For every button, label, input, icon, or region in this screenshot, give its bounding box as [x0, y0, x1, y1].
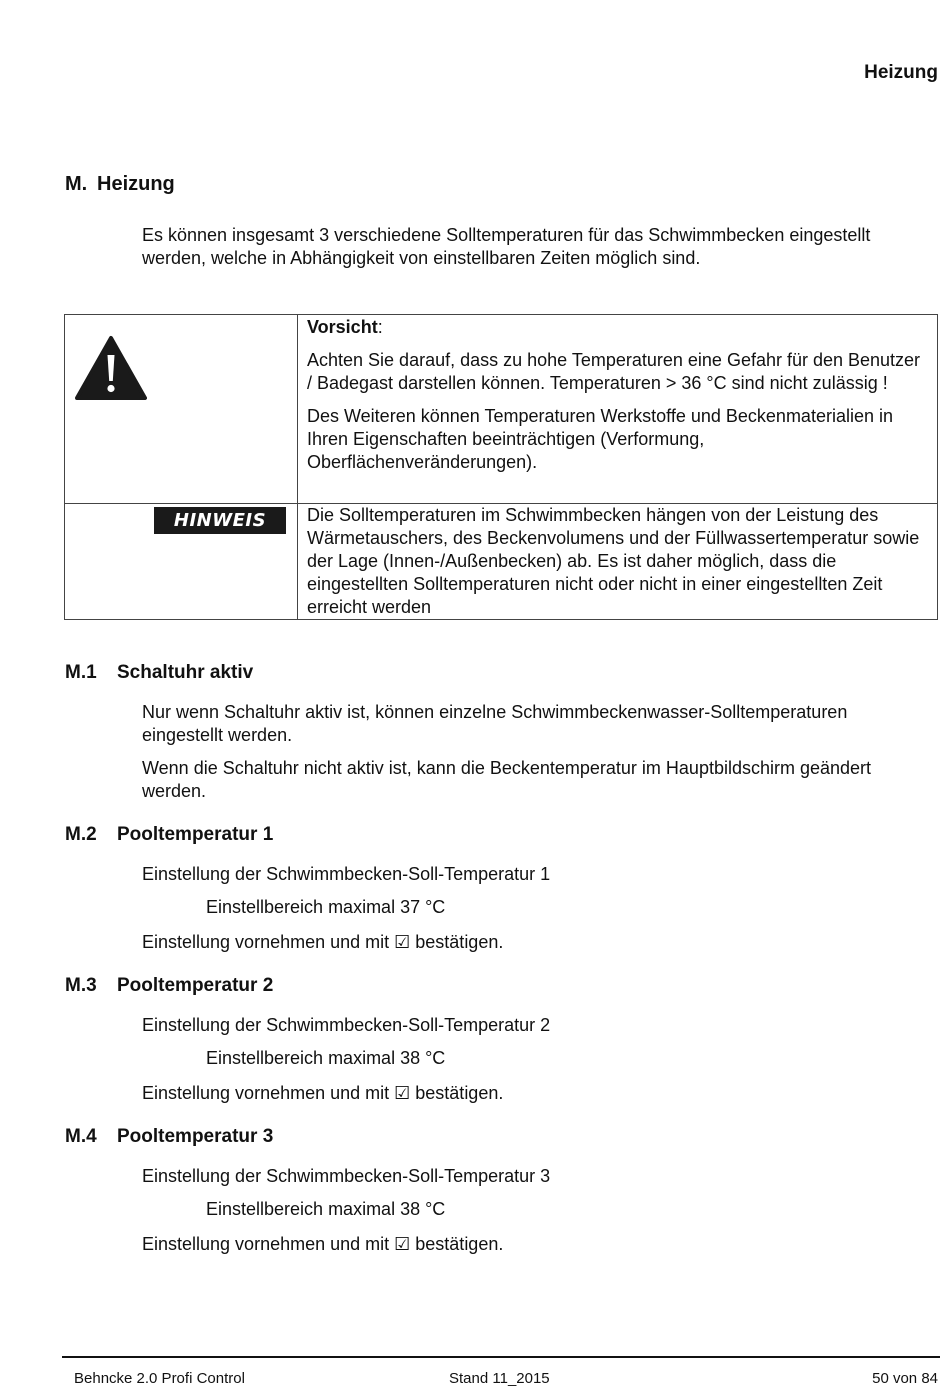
caution-icon-cell — [65, 315, 298, 504]
footer-page-number: 50 von 84 — [872, 1370, 938, 1387]
section-title: Heizung — [97, 173, 175, 195]
m2-confirm-line: Einstellung vornehmen und mit ☑ bestätigen. — [142, 932, 504, 952]
subsection-m1-body — [142, 701, 932, 803]
caution-row — [65, 315, 938, 504]
subsection-m4-heading — [65, 1126, 273, 1148]
subsection-number: M.2 — [65, 824, 97, 845]
m3-confirm-line: Einstellung vornehmen und mit ☑ bestätigen. — [142, 1083, 504, 1103]
section-heading — [65, 173, 175, 196]
subsection-title: Pooltemperatur 1 — [117, 824, 274, 845]
subsection-number: M.4 — [65, 1126, 97, 1147]
hint-text-cell — [298, 504, 938, 620]
caution-paragraph-2: Des Weiteren können Temperaturen Werkstoffe und Beckenmaterialien in Ihren Eigenschaften beeinträchtigen (Verformung, Oberflächenveränderungen). — [307, 406, 893, 472]
subsection-m3-heading — [65, 975, 273, 997]
footer-version: Stand 11_2015 — [449, 1370, 550, 1387]
m2-range-line: Einstellbereich maximal 37 °C — [206, 897, 446, 917]
hint-paragraph: Die Solltemperaturen im Schwimmbecken hängen von der Leistung des Wärmetauschers, des Beckenvolumens und der Füllwassertemperatur sowie der Lage (Innen-/Außenbecken) ab. Es ist daher möglich, dass die eingestellten Solltemperaturen nicht oder nicht in einer eingestellten Zeit erreicht werden — [307, 505, 920, 617]
hint-row — [65, 504, 938, 620]
m2-setting-line: Einstellung der Schwimmbecken-Soll-Temperatur 1 — [142, 864, 551, 884]
section-number: M. — [65, 173, 88, 195]
subsection-title: Pooltemperatur 3 — [117, 1126, 274, 1147]
m4-range-line: Einstellbereich maximal 38 °C — [206, 1199, 446, 1219]
footer-product: Behncke 2.0 Profi Control — [74, 1370, 245, 1387]
subsection-number: M.1 — [65, 662, 97, 683]
subsection-m1-heading — [65, 662, 253, 684]
m3-range-line: Einstellbereich maximal 38 °C — [206, 1048, 446, 1068]
caution-heading-colon: : — [377, 317, 383, 337]
notice-table — [64, 314, 938, 620]
m4-confirm-line: Einstellung vornehmen und mit ☑ bestätigen. — [142, 1234, 504, 1254]
m1-paragraph-1: Nur wenn Schaltuhr aktiv ist, können einzelne Schwimmbeckenwasser-Solltemperaturen eingestellt werden. — [142, 702, 848, 745]
m3-setting-line: Einstellung der Schwimmbecken-Soll-Temperatur 2 — [142, 1015, 551, 1035]
hint-label-cell — [65, 504, 298, 620]
caution-heading: Vorsicht — [307, 317, 378, 337]
footer-divider — [62, 1356, 940, 1358]
subsection-title: Schaltuhr aktiv — [117, 662, 254, 683]
caution-text-cell — [298, 315, 938, 504]
warning-triangle-icon — [75, 335, 147, 401]
subsection-number: M.3 — [65, 975, 97, 996]
m4-setting-line: Einstellung der Schwimmbecken-Soll-Temperatur 3 — [142, 1166, 551, 1186]
hinweis-badge: HINWEIS — [154, 507, 286, 534]
caution-paragraph-1: Achten Sie darauf, dass zu hohe Temperaturen eine Gefahr für den Benutzer / Badegast darstellen können. Temperaturen > 36 °C sind nicht zulässig ! — [307, 350, 921, 393]
subsection-m2-heading — [65, 824, 273, 846]
page-header-title: Heizung — [864, 62, 938, 83]
subsection-title: Pooltemperatur 2 — [117, 975, 274, 996]
intro-paragraph: Es können insgesamt 3 verschiedene Solltemperaturen für das Schwimmbecken eingestellt werden, welche in Abhängigkeit von einstellbaren Zeiten möglich sind. — [142, 225, 871, 268]
m1-paragraph-2: Wenn die Schaltuhr nicht aktiv ist, kann die Beckentemperatur im Hauptbildschirm geändert werden. — [142, 758, 872, 801]
